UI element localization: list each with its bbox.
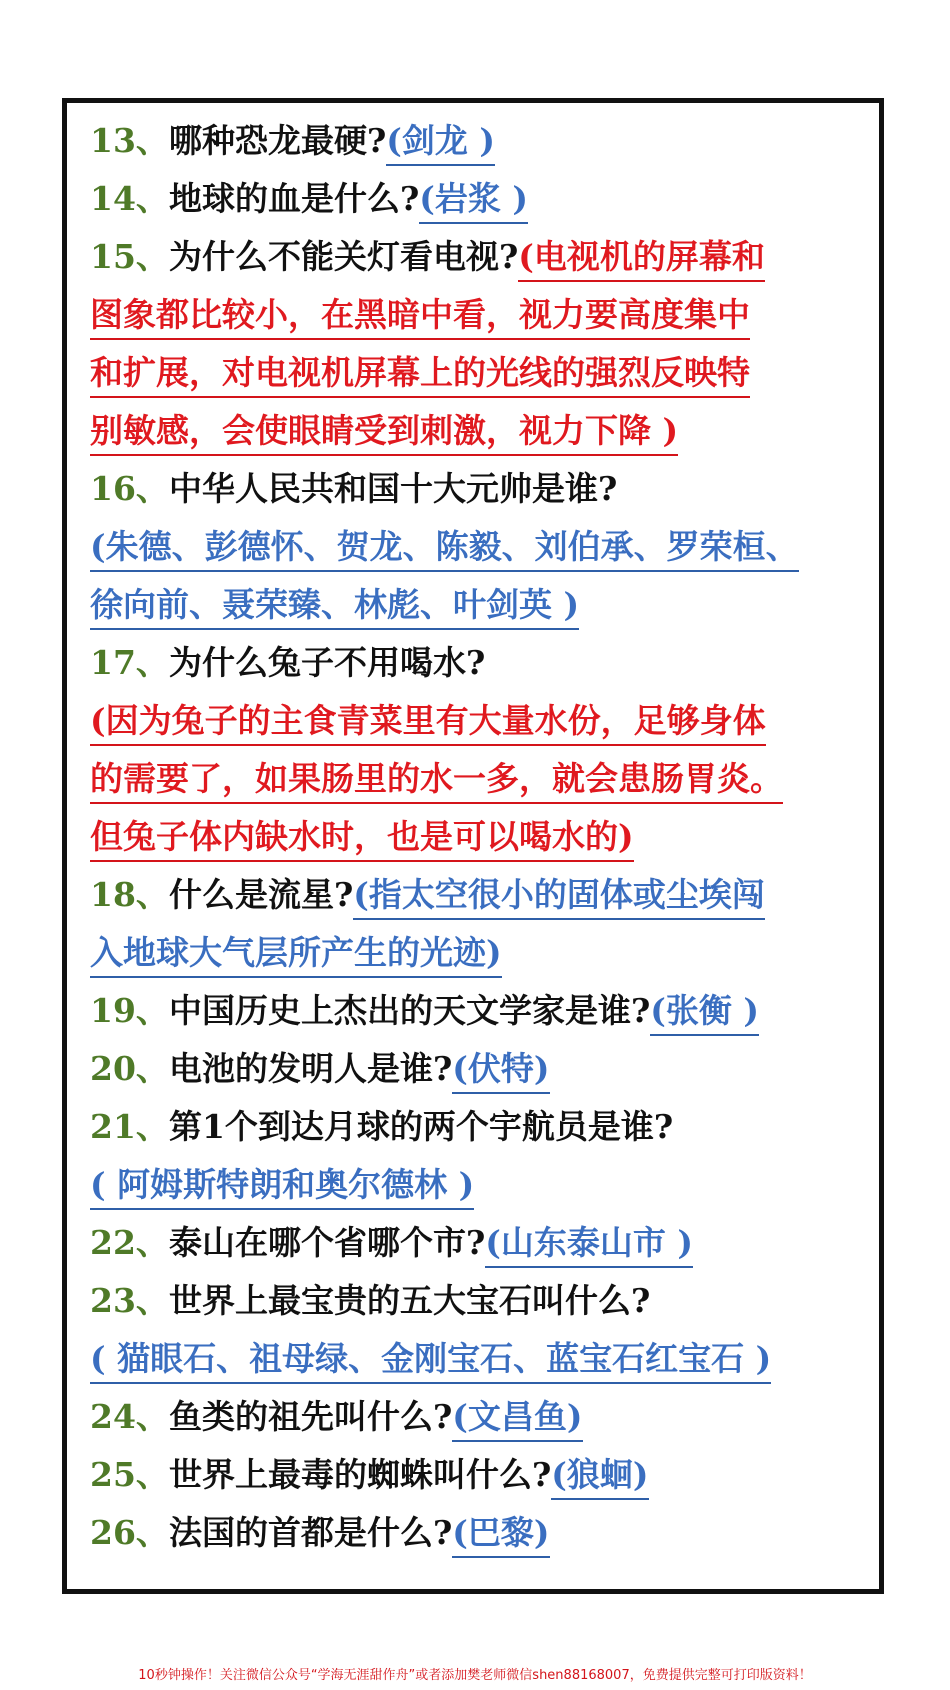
answer-text: 图象都比较小，在黑暗中看，视力要高度集中 [90,292,750,340]
answer-text: ( 阿姆斯特朗和奥尔德林 ) [90,1162,474,1210]
answer-continuation [90,692,890,750]
question-text: 什么是流星? [168,875,354,914]
qa-item-22 [90,1214,890,1272]
answer-continuation [90,808,890,866]
question-number: 13、 [90,121,169,160]
question-text: 第1个到达月球的两个宇航员是谁? [168,1107,674,1146]
qa-item-14 [90,170,890,228]
question-number: 20、 [90,1049,169,1088]
answer-text: ( 猫眼石、祖母绿、金刚宝石、蓝宝石红宝石 ) [90,1336,771,1384]
question-text: 鱼类的祖先叫什么? [168,1397,453,1436]
qa-item-18 [90,866,890,924]
qa-item-26 [90,1504,890,1562]
answer-text: (指太空很小的固体或尘埃闯 [353,872,765,920]
qa-item-13 [90,112,890,170]
question-number: 16、 [90,469,169,508]
question-number: 14、 [90,179,169,218]
question-text: 泰山在哪个省哪个市? [168,1223,486,1262]
question-number: 24、 [90,1397,169,1436]
answer-continuation [90,286,890,344]
question-number: 15、 [90,237,169,276]
question-text: 法国的首都是什么? [168,1513,453,1552]
question-number: 17、 [90,643,169,682]
qa-item-20 [90,1040,890,1098]
answer-continuation [90,1156,890,1214]
question-number: 23、 [90,1281,169,1320]
qa-item-24 [90,1388,890,1446]
question-text: 为什么不能关灯看电视? [168,237,519,276]
question-text: 地球的血是什么? [168,179,420,218]
answer-text: (岩浆 ) [419,176,528,224]
question-number: 22、 [90,1223,169,1262]
qa-item-17 [90,634,890,692]
answer-continuation [90,576,890,634]
question-number: 21、 [90,1107,169,1146]
answer-text: 但兔子体内缺水时，也是可以喝水的) [90,814,634,862]
answer-text: (剑龙 ) [386,118,495,166]
question-text: 世界上最宝贵的五大宝石叫什么? [168,1281,651,1320]
answer-text: (巴黎) [452,1510,549,1558]
answer-text: 别敏感，会使眼睛受到刺激，视力下降 ) [90,408,678,456]
answer-text: 徐向前、聂荣臻、林彪、叶剑英 ) [90,582,579,630]
answer-continuation [90,924,890,982]
answer-text: (文昌鱼) [452,1394,582,1442]
qa-list [90,112,890,1562]
answer-text: 入地球大气层所产生的光迹) [90,930,502,978]
qa-item-21 [90,1098,890,1156]
question-text: 中华人民共和国十大元帅是谁? [168,469,618,508]
question-text: 世界上最毒的蜘蛛叫什么? [168,1455,552,1494]
question-number: 26、 [90,1513,169,1552]
answer-text: (山东泰山市 ) [485,1220,693,1268]
question-number: 25、 [90,1455,169,1494]
qa-item-15 [90,228,890,286]
answer-text: (电视机的屏幕和 [518,234,765,282]
footer-notice: 10秒钟操作！关注微信公众号“学海无涯甜作舟”或者添加樊老师微信shen88168007，免费提供完整可打印版资料！ [138,1668,812,1683]
answer-text: (伏特) [452,1046,549,1094]
answer-text: (张衡 ) [650,988,759,1036]
question-text: 中国历史上杰出的天文学家是谁? [168,991,651,1030]
answer-text: (狼蛔) [551,1452,648,1500]
answer-text: (朱德、彭德怀、贺龙、陈毅、刘伯承、罗荣桓、 [90,524,799,572]
answer-continuation [90,1330,890,1388]
question-text: 哪种恐龙最硬? [168,121,387,160]
qa-item-16 [90,460,890,518]
answer-text: (因为兔子的主食青菜里有大量水份，足够身体 [90,698,766,746]
qa-item-25 [90,1446,890,1504]
question-number: 18、 [90,875,169,914]
answer-text: 和扩展，对电视机屏幕上的光线的强烈反映特 [90,350,750,398]
qa-item-19 [90,982,890,1040]
answer-continuation [90,518,890,576]
answer-text: 的需要了，如果肠里的水一多，就会患肠胃炎。 [90,756,783,804]
answer-continuation [90,402,890,460]
question-number: 19、 [90,991,169,1030]
question-text: 电池的发明人是谁? [168,1049,453,1088]
answer-continuation [90,344,890,402]
question-text: 为什么兔子不用喝水? [168,643,486,682]
answer-continuation [90,750,890,808]
qa-item-23 [90,1272,890,1330]
